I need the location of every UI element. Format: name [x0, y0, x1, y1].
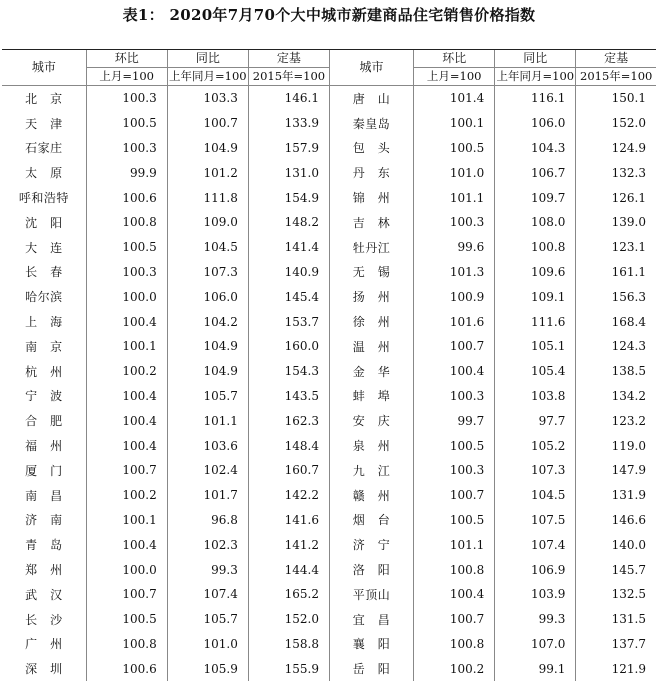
city-name: 福 州 [25, 439, 63, 454]
city-name: 安 庆 [329, 408, 413, 433]
base-value: 160.7 [248, 458, 329, 483]
price-index-table [2, 49, 656, 681]
mom-value: 100.7 [86, 458, 167, 483]
base-value: 143.5 [248, 384, 329, 409]
yoy-value: 96.8 [167, 508, 248, 533]
header-row-sub [2, 68, 656, 86]
base-value: 161.1 [576, 260, 656, 285]
city-name: 北 京 [25, 91, 63, 106]
table-row [2, 656, 656, 681]
table-row [2, 359, 656, 384]
base-value: 141.2 [248, 532, 329, 557]
table-row [2, 160, 656, 185]
yoy-value: 103.8 [495, 384, 576, 409]
yoy-value: 105.4 [495, 359, 576, 384]
yoy-value: 104.3 [495, 136, 576, 161]
base-value: 145.7 [576, 557, 656, 582]
base-value: 124.9 [576, 136, 656, 161]
mom-value: 100.3 [86, 136, 167, 161]
table-row [2, 408, 656, 433]
city-name: 大 连 [25, 240, 63, 255]
base-value: 157.9 [248, 136, 329, 161]
mom-value: 100.8 [86, 632, 167, 657]
mom-header: 环比 [86, 50, 167, 68]
base-value: 150.1 [576, 86, 656, 111]
base-value: 146.1 [248, 86, 329, 111]
mom-value: 100.0 [86, 557, 167, 582]
city-name: 洛 阳 [329, 557, 413, 582]
table-row [2, 582, 656, 607]
base-value: 126.1 [576, 185, 656, 210]
yoy-value: 105.7 [167, 384, 248, 409]
base-value: 133.9 [248, 111, 329, 136]
mom-value: 100.4 [414, 582, 495, 607]
city-name: 南 京 [25, 339, 63, 354]
table-row [2, 458, 656, 483]
mom-value: 100.5 [414, 136, 495, 161]
yoy-value: 107.0 [495, 632, 576, 657]
table-body [2, 86, 656, 682]
table-row [2, 532, 656, 557]
yoy-value: 106.9 [495, 557, 576, 582]
mom-value: 100.8 [86, 210, 167, 235]
mom-value: 100.4 [414, 359, 495, 384]
mom-value: 100.7 [414, 483, 495, 508]
yoy-value: 106.0 [495, 111, 576, 136]
base-value: 152.0 [576, 111, 656, 136]
table-title: 表1： 2020年7月70个大中城市新建商品住宅销售价格指数 [122, 6, 536, 24]
city-name: 武 汉 [25, 587, 63, 602]
base-value: 132.5 [576, 582, 656, 607]
city-name: 济 宁 [329, 532, 413, 557]
yoy-value: 109.6 [495, 260, 576, 285]
yoy-value: 109.7 [495, 185, 576, 210]
yoy-value: 111.8 [167, 185, 248, 210]
base-value: 146.6 [576, 508, 656, 533]
table-row [2, 260, 656, 285]
city-name: 厦 门 [25, 463, 63, 478]
mom-value: 100.3 [86, 260, 167, 285]
city-name: 徐 州 [329, 309, 413, 334]
base-value: 123.2 [576, 408, 656, 433]
mom-value: 100.2 [86, 359, 167, 384]
table-row [2, 334, 656, 359]
table-row [2, 557, 656, 582]
city-name: 沈 阳 [25, 215, 63, 230]
city-name: 青 岛 [25, 538, 63, 553]
city-name: 平顶山 [329, 582, 413, 607]
city-name: 包 头 [329, 136, 413, 161]
city-name: 吉 林 [329, 210, 413, 235]
mom-value: 100.6 [86, 656, 167, 681]
yoy-value: 107.4 [495, 532, 576, 557]
city-name: 哈尔滨 [25, 290, 63, 305]
yoy-value: 111.6 [495, 309, 576, 334]
yoy-value: 104.9 [167, 359, 248, 384]
mom-value: 100.7 [86, 582, 167, 607]
base-value: 119.0 [576, 433, 656, 458]
yoy-value: 105.2 [495, 433, 576, 458]
mom-value: 100.2 [86, 483, 167, 508]
mom-value: 100.4 [86, 384, 167, 409]
city-name: 襄 阳 [329, 632, 413, 657]
yoy-value: 97.7 [495, 408, 576, 433]
mom-value: 99.7 [414, 408, 495, 433]
base-value: 141.4 [248, 235, 329, 260]
yoy-value: 100.7 [167, 111, 248, 136]
yoy-value: 104.9 [167, 136, 248, 161]
mom-value: 100.1 [414, 111, 495, 136]
base-value: 139.0 [576, 210, 656, 235]
base-value: 131.0 [248, 160, 329, 185]
yoy-value: 105.1 [495, 334, 576, 359]
table-row [2, 508, 656, 533]
mom-value: 100.3 [414, 458, 495, 483]
city-name: 宁 波 [25, 389, 63, 404]
base-value: 148.4 [248, 433, 329, 458]
city-name: 天 津 [25, 116, 63, 131]
city-name: 无 锡 [329, 260, 413, 285]
base-value: 142.2 [248, 483, 329, 508]
yoy-value: 106.7 [495, 160, 576, 185]
mom-value: 100.1 [86, 508, 167, 533]
mom-value: 100.9 [414, 284, 495, 309]
yoy-header-2: 同比 [495, 50, 576, 68]
mom-value: 100.4 [86, 408, 167, 433]
mom-value: 100.5 [86, 607, 167, 632]
city-name: 杭 州 [25, 364, 63, 379]
mom-value: 100.1 [86, 334, 167, 359]
mom-value: 100.5 [86, 111, 167, 136]
base-value: 155.9 [248, 656, 329, 681]
base-value: 160.0 [248, 334, 329, 359]
base-value: 154.9 [248, 185, 329, 210]
city-name: 唐 山 [329, 86, 413, 111]
yoy-value: 103.6 [167, 433, 248, 458]
city-name: 长 沙 [25, 612, 63, 627]
base-value: 152.0 [248, 607, 329, 632]
base-value: 148.2 [248, 210, 329, 235]
mom-value: 99.9 [86, 160, 167, 185]
city-name: 丹 东 [329, 160, 413, 185]
yoy-value: 99.3 [167, 557, 248, 582]
mom-value: 101.3 [414, 260, 495, 285]
mom-value: 100.7 [414, 334, 495, 359]
yoy-header: 同比 [167, 50, 248, 68]
city-name: 扬 州 [329, 284, 413, 309]
mom-value: 101.6 [414, 309, 495, 334]
mom-value: 100.7 [414, 607, 495, 632]
yoy-value: 109.1 [495, 284, 576, 309]
mom-value: 100.4 [86, 433, 167, 458]
header-row-top [2, 50, 656, 68]
city-name: 太 原 [25, 166, 63, 181]
base-value: 121.9 [576, 656, 656, 681]
city-name: 郑 州 [25, 563, 63, 578]
base-value: 165.2 [248, 582, 329, 607]
table-row [2, 185, 656, 210]
base-value: 153.7 [248, 309, 329, 334]
table-row [2, 632, 656, 657]
city-name: 锦 州 [329, 185, 413, 210]
city-name: 九 江 [329, 458, 413, 483]
base-value: 131.5 [576, 607, 656, 632]
city-name: 深 圳 [25, 662, 63, 677]
city-name: 上 海 [25, 315, 63, 330]
yoy-value: 116.1 [495, 86, 576, 111]
mom-subheader: 上月=100 [86, 68, 167, 86]
base-value: 162.3 [248, 408, 329, 433]
city-name: 烟 台 [329, 508, 413, 533]
table-row [2, 136, 656, 161]
base-value: 147.9 [576, 458, 656, 483]
base-value: 145.4 [248, 284, 329, 309]
base-header-2: 定基 [576, 50, 656, 68]
yoy-value: 107.3 [495, 458, 576, 483]
yoy-value: 107.4 [167, 582, 248, 607]
mom-value: 101.4 [414, 86, 495, 111]
mom-value: 100.0 [86, 284, 167, 309]
base-subheader-2: 2015年=100 [576, 68, 656, 86]
city-name: 呼和浩特 [18, 191, 69, 206]
yoy-value: 102.3 [167, 532, 248, 557]
yoy-value: 108.0 [495, 210, 576, 235]
base-value: 138.5 [576, 359, 656, 384]
base-value: 124.3 [576, 334, 656, 359]
city-name: 宜 昌 [329, 607, 413, 632]
mom-value: 100.5 [86, 235, 167, 260]
base-value: 132.3 [576, 160, 656, 185]
mom-header-2: 环比 [414, 50, 495, 68]
table-row [2, 607, 656, 632]
base-value: 168.4 [576, 309, 656, 334]
table-row [2, 284, 656, 309]
yoy-value: 105.7 [167, 607, 248, 632]
yoy-value: 100.8 [495, 235, 576, 260]
table-row [2, 384, 656, 409]
yoy-value: 101.1 [167, 408, 248, 433]
base-value: 140.0 [576, 532, 656, 557]
yoy-value: 99.1 [495, 656, 576, 681]
yoy-value: 109.0 [167, 210, 248, 235]
table-row [2, 235, 656, 260]
mom-value: 100.3 [86, 86, 167, 111]
table-row [2, 111, 656, 136]
yoy-value: 106.0 [167, 284, 248, 309]
base-value: 144.4 [248, 557, 329, 582]
mom-value: 100.3 [414, 384, 495, 409]
mom-subheader-2: 上月=100 [414, 68, 495, 86]
yoy-value: 104.9 [167, 334, 248, 359]
base-value: 131.9 [576, 483, 656, 508]
base-value: 158.8 [248, 632, 329, 657]
city-name: 泉 州 [329, 433, 413, 458]
table-row [2, 483, 656, 508]
yoy-value: 103.9 [495, 582, 576, 607]
city-name: 济 南 [25, 513, 63, 528]
yoy-value: 104.5 [167, 235, 248, 260]
mom-value: 100.4 [86, 309, 167, 334]
mom-value: 100.3 [414, 210, 495, 235]
yoy-value: 102.4 [167, 458, 248, 483]
base-value: 123.1 [576, 235, 656, 260]
city-name: 广 州 [25, 637, 63, 652]
mom-value: 100.6 [86, 185, 167, 210]
city-name: 合 肥 [25, 414, 63, 429]
mom-value: 100.8 [414, 557, 495, 582]
mom-value: 101.1 [414, 532, 495, 557]
base-value: 137.7 [576, 632, 656, 657]
table-row [2, 433, 656, 458]
table-row [2, 210, 656, 235]
table-row [2, 86, 656, 111]
base-value: 134.2 [576, 384, 656, 409]
yoy-value: 105.9 [167, 656, 248, 681]
mom-value: 101.0 [414, 160, 495, 185]
mom-value: 100.4 [86, 532, 167, 557]
city-name: 金 华 [329, 359, 413, 384]
yoy-value: 103.3 [167, 86, 248, 111]
base-subheader: 2015年=100 [248, 68, 329, 86]
mom-value: 100.5 [414, 433, 495, 458]
yoy-value: 101.7 [167, 483, 248, 508]
city-name: 蚌 埠 [329, 384, 413, 409]
base-value: 156.3 [576, 284, 656, 309]
city-header-2: 城市 [329, 50, 413, 86]
yoy-subheader: 上年同月=100 [167, 68, 248, 86]
city-name: 长 春 [25, 265, 63, 280]
base-value: 141.6 [248, 508, 329, 533]
mom-value: 100.5 [414, 508, 495, 533]
base-value: 154.3 [248, 359, 329, 384]
city-header: 城市 [2, 50, 86, 86]
mom-value: 99.6 [414, 235, 495, 260]
mom-value: 101.1 [414, 185, 495, 210]
city-name: 赣 州 [329, 483, 413, 508]
city-name: 温 州 [329, 334, 413, 359]
mom-value: 100.8 [414, 632, 495, 657]
mom-value: 100.2 [414, 656, 495, 681]
base-header: 定基 [248, 50, 329, 68]
city-name: 石家庄 [25, 141, 63, 156]
yoy-value: 104.5 [495, 483, 576, 508]
yoy-subheader-2: 上年同月=100 [495, 68, 576, 86]
city-name: 南 昌 [25, 488, 63, 503]
city-name: 秦皇岛 [329, 111, 413, 136]
city-name: 岳 阳 [329, 656, 413, 681]
base-value: 140.9 [248, 260, 329, 285]
yoy-value: 107.5 [495, 508, 576, 533]
yoy-value: 101.2 [167, 160, 248, 185]
city-name: 牡丹江 [329, 235, 413, 260]
yoy-value: 107.3 [167, 260, 248, 285]
yoy-value: 104.2 [167, 309, 248, 334]
yoy-value: 99.3 [495, 607, 576, 632]
yoy-value: 101.0 [167, 632, 248, 657]
table-row [2, 309, 656, 334]
